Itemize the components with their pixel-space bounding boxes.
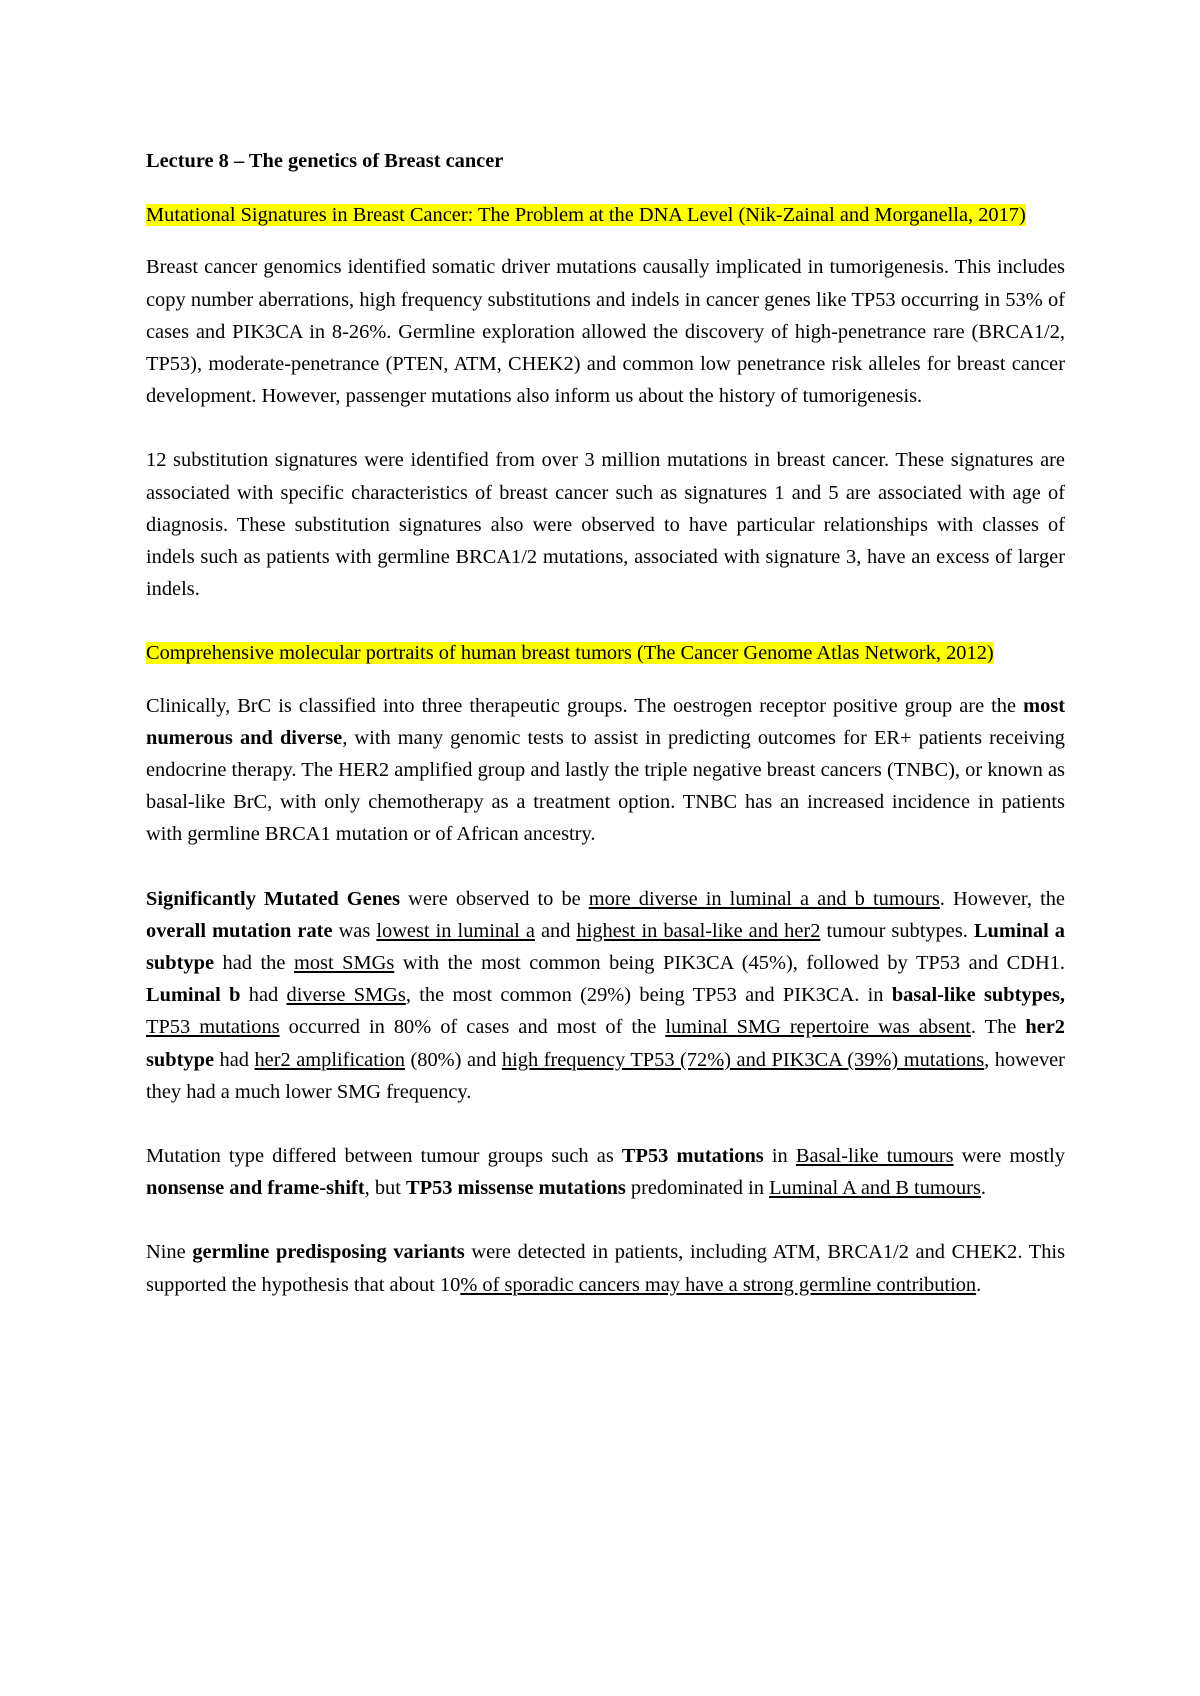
underlined-text: highest in basal-like and her2	[576, 919, 821, 942]
bold-text: basal-like subtypes,	[891, 984, 1065, 1007]
bold-text: TP53 missense mutations	[406, 1177, 626, 1200]
bold-text: Luminal b	[146, 984, 241, 1007]
underlined-text: high frequency TP53 (72%) and PIK3CA (39%) mutations	[501, 1048, 985, 1071]
underlined-text: her2 amplification	[254, 1048, 405, 1071]
text-run: .	[980, 1177, 987, 1200]
text-run: with the most common being PIK3CA (45%), followed by TP53 and CDH1.	[394, 952, 1065, 975]
text-run: had	[240, 984, 287, 1007]
paragraph-mutation-type	[146, 1140, 1065, 1204]
text-run: . However, the	[939, 887, 1065, 910]
text-run: Mutation type differed between tumour groups such as	[146, 1145, 622, 1168]
text-run: occurred in 80% of cases and most of the	[279, 1016, 666, 1039]
paragraph-genomics-drivers: Breast cancer genomics identified somatic driver mutations causally implicated in tumorigenesis. This includes copy number aberrations, high frequency substitutions and indels in cancer genes like TP53 occurring in 53% of cases and PIK3CA in 8-26%. Germline exploration allowed the discovery of high-penetrance rare (BRCA1/2, TP53), moderate-penetrance (PTEN, ATM, CHEK2) and common low penetrance risk alleles for breast cancer development. However, passenger mutations also inform us about the history of tumorigenesis.	[146, 256, 1065, 408]
underlined-text: more diverse in luminal a and b tumours	[588, 887, 940, 910]
underlined-text: TP53 mutations	[146, 1016, 280, 1039]
section-heading-molecular-portraits	[146, 637, 1065, 669]
text-run: (80%) and	[404, 1048, 502, 1071]
text-run: .	[976, 1273, 982, 1296]
text-run: were mostly	[953, 1145, 1065, 1168]
text-run: , the most common (29%) being TP53 and PIK3CA. in	[405, 984, 892, 1007]
underlined-text: diverse SMGs	[286, 984, 406, 1007]
document-body	[146, 145, 1065, 1333]
paragraph-therapeutic-groups	[146, 690, 1065, 851]
highlighted-heading-text: Mutational Signatures in Breast Cancer: The Problem at the DNA Level (Nik-Zainal and Morganella, 2017)	[146, 204, 1026, 227]
paragraph-significantly-mutated-genes	[146, 883, 1065, 1108]
highlighted-heading-text: Comprehensive molecular portraits of human breast tumors (The Cancer Genome Atlas Network, 2012)	[146, 642, 994, 665]
underlined-text: lowest in luminal a	[376, 919, 535, 942]
paragraph-germline-variants	[146, 1236, 1065, 1300]
text-run: were detected in patients, including ATM, BRCA1/2 and CHEK2. This supported the hypothesis that about 10	[146, 1241, 1066, 1296]
text-run: , with many genomic tests to assist in predicting outcomes for ER+ patients receiving endocrine therapy. The HER2 amplified group and lastly the triple negative breast cancers (TNBC), or known as basal-like BrC, with only chemotherapy as a treatment option. TNBC has an increased incidence in patients with germline BRCA1 mutation or of African ancestry.	[146, 726, 1065, 846]
text-run: were observed to be	[400, 887, 589, 910]
text-run: had the	[214, 952, 294, 975]
bold-text: most numerous and diverse	[146, 694, 1065, 749]
text-run: , but	[364, 1177, 407, 1200]
bold-text: germline predisposing variants	[192, 1241, 465, 1264]
underlined-text: luminal SMG repertoire was absent	[665, 1016, 971, 1039]
text-run: , however they had a much lower SMG frequency.	[146, 1048, 1065, 1103]
text-run: . The	[970, 1016, 1026, 1039]
text-run: predominated in	[625, 1177, 770, 1200]
document-title: Lecture 8 – The genetics of Breast cancer	[146, 150, 504, 172]
bold-text: TP53 mutations	[621, 1145, 764, 1168]
bold-text: Significantly Mutated Genes	[146, 887, 401, 910]
text-run: tumour subtypes.	[820, 919, 974, 942]
bold-text: overall mutation rate	[146, 919, 333, 942]
underlined-text: % of sporadic cancers may have a strong germline contribution	[460, 1273, 977, 1296]
underlined-text: most SMGs	[293, 952, 395, 975]
text-run: Nine	[146, 1241, 193, 1264]
text-run: and	[534, 919, 577, 942]
paragraph-substitution-signatures: 12 substitution signatures were identified from over 3 million mutations in breast cancer. These signatures are associated with specific characteristics of breast cancer such as signatures 1 and 5 are associated with age of diagnosis. These substitution signatures also were observed to have particular relationships with classes of indels such as patients with germline BRCA1/2 mutations, associated with signature 3, have an excess of larger indels.	[146, 449, 1065, 601]
text-run: Clinically, BrC is classified into three therapeutic groups. The oestrogen receptor positive group are the	[146, 694, 1024, 717]
text-run: was	[332, 919, 377, 942]
bold-text: Luminal a subtype	[146, 919, 1065, 975]
underlined-text: Basal-like tumours	[795, 1145, 954, 1168]
text-run: in	[763, 1145, 796, 1168]
section-heading-mutational-signatures	[146, 199, 1065, 231]
text-run: had	[214, 1048, 255, 1071]
underlined-text: Luminal A and B tumours	[769, 1177, 981, 1200]
bold-text: nonsense and frame-shift	[146, 1177, 365, 1200]
bold-text: her2 subtype	[146, 1016, 1065, 1071]
